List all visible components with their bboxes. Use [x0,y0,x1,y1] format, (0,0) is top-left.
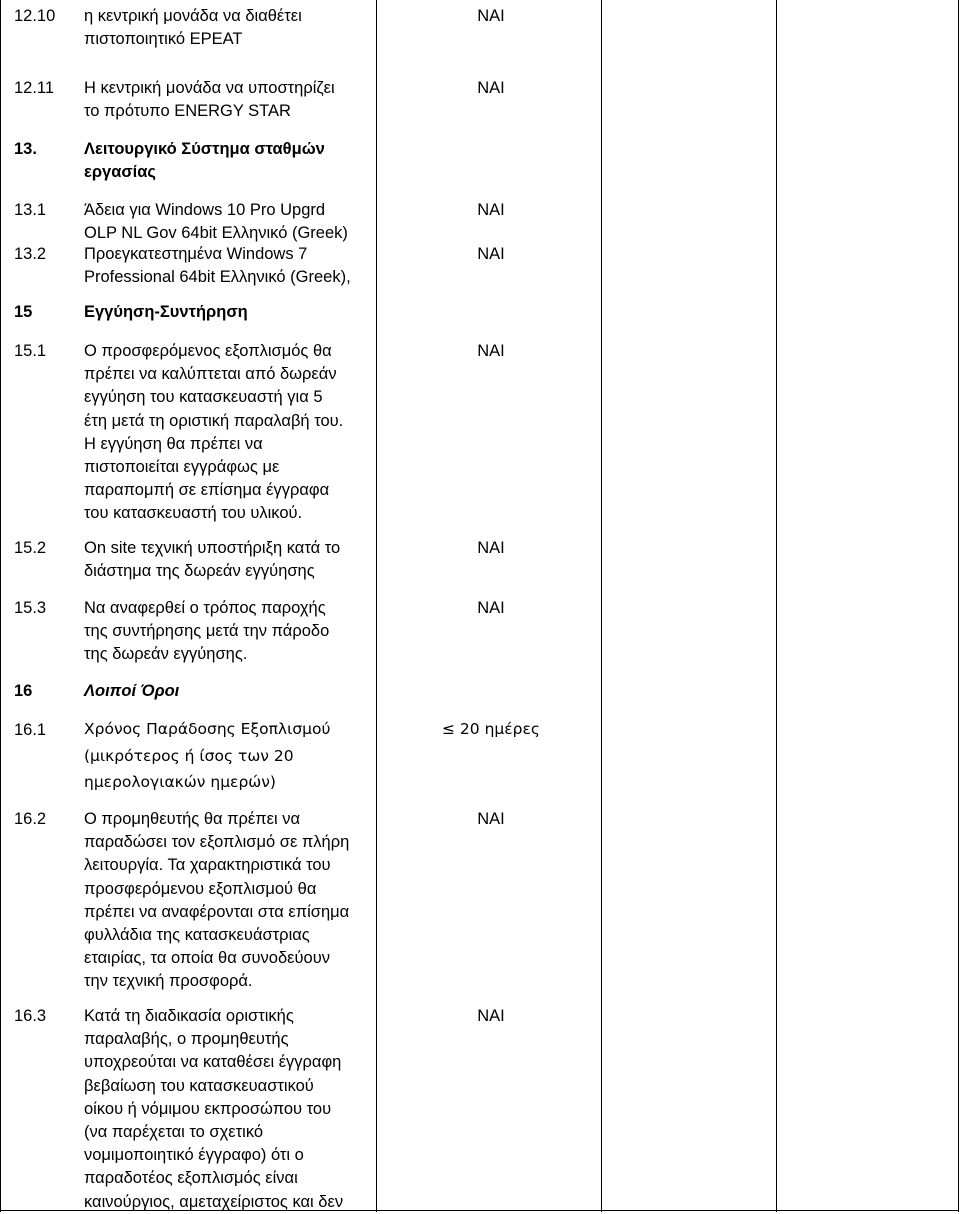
row-number: 12.11 [14,79,55,97]
row-number: 16.1 [14,721,47,739]
column-divider-1 [376,0,377,1212]
row-number: 13.1 [14,201,47,219]
row-value: ΝΑΙ [477,201,505,219]
table-border-right [958,0,959,1212]
column-divider-3 [776,0,777,1212]
row-number: 16.3 [14,1007,47,1025]
row-description: η κεντρική μονάδα να διαθέτει πιστοποιητικό EPEAT [84,7,302,49]
row-value: ΝΑΙ [477,7,505,25]
row-description: Η κεντρική μονάδα να υποστηρίζει το πρότυπο ENERGY STAR [84,79,335,121]
row-value: ΝΑΙ [477,245,505,263]
row-value: ΝΑΙ [477,599,505,617]
row-number: 15.3 [14,599,47,617]
section-title: Λειτουργικό Σύστημα σταθμών εργασίας [84,140,325,182]
delivery-time-value: ≤ 20 ημέρες [442,720,540,738]
row-number: 15.2 [14,539,47,557]
row-number: 15.1 [14,342,47,360]
row-description: Ο προμηθευτής θα πρέπει να παραδώσει τον εξοπλισμό σε πλήρη λειτουργία. Τα χαρακτηριστικά του προσφερόμενου εξοπλισμού θα πρέπει να αναφέρονται στα επίσημα φυλλάδια της κατασκευάστριας εταιρίας, τα οποία θα συνοδεύουν την τεχνική προσφορά. [84,810,350,991]
section-number: 16 [14,682,33,700]
row-description: Χρόνος Παράδοσης Εξοπλισμού (μικρότερος ή ίσος των 20 ημερολογιακών ημερών) [84,720,331,791]
row-description: Προεγκατεστημένα Windows 7 Professional 64bit Ελληνικό (Greek), [84,245,351,287]
section-title: Εγγύηση-Συντήρηση [84,303,248,321]
section-number: 13. [14,140,37,158]
row-description: On site τεχνική υποστήριξη κατά το διάστημα της δωρεάν εγγύησης [84,539,341,581]
section-title: Λοιποί Όροι [84,682,180,700]
row-value: ΝΑΙ [477,1007,505,1025]
column-divider-2 [601,0,602,1212]
row-description: Κατά τη διαδικασία οριστικής παραλαβής, ο προμηθευτής υποχρεούται να καταθέσει έγγραφη βεβαίωση του κατασκευαστικού οίκου ή νόμιμου εκπροσώπου του (να παρέχεται το σχετικό νομιμοποιητικό έγγραφο) ότι ο παραδοτέος εξοπλισμός είναι καινούργιος, αμεταχείριστος και δεν [84,1007,344,1211]
section-number: 15 [14,303,33,321]
row-number: 12.10 [14,7,56,25]
row-description: Άδεια για Windows 10 Pro Upgrd OLP NL Gov 64bit Ελληνικό (Greek) [84,201,348,243]
row-number: 13.2 [14,245,47,263]
table-border-left [0,0,1,1212]
row-description: Να αναφερθεί ο τρόπος παροχής της συντήρησης μετά την πάροδο της δωρεάν εγγύησης. [84,599,330,664]
row-value: ΝΑΙ [477,342,505,360]
row-value: ΝΑΙ [477,79,505,97]
row-value: ΝΑΙ [477,810,505,828]
row-description: Ο προσφερόμενος εξοπλισμός θα πρέπει να καλύπτεται από δωρεάν εγγύηση του κατασκευαστή για 5 έτη μετά τη οριστική παραλαβή του. Η εγγύηση θα πρέπει να πιστοποιείται εγγράφως με παραπομπή σε επίσημα έγγραφα του κατασκευαστή του υλικού. [84,342,344,523]
row-value: ΝΑΙ [477,539,505,557]
row-number: 16.2 [14,810,47,828]
